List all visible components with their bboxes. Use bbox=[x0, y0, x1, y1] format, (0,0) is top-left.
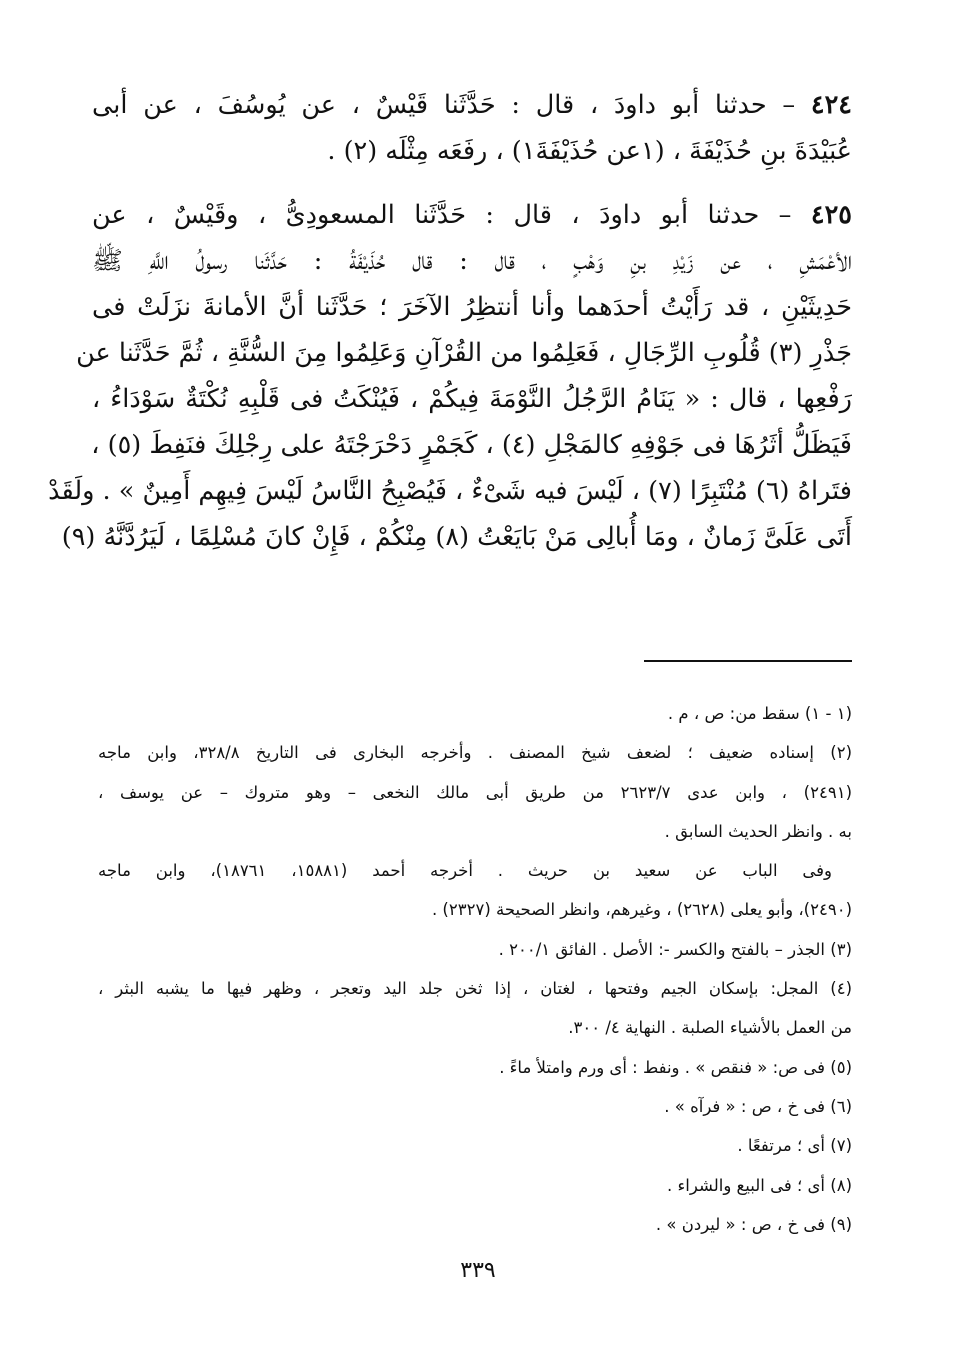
hadith-425-line-3: حَدِيثَيْنِ ، قد رَأَيْتُ أحدَهما وأنا أنتظِرُ الآخَرَ ؛ حَدَّثَنا أنَّ الأمانةَ نزَلَتْ فى bbox=[92, 292, 852, 322]
footnote-line: (٨) أى ؛ فى البيع والشراء . bbox=[667, 1175, 852, 1195]
hadith-425-line-7: فتَراهُ (٦) مُنْتَبِرًا (٧) ، لَيْسَ فيه شَىْءٌ ، فَيُصْبِحُ النَّاسُ لَيْسَ فِيهِم أَمِينٌ » . ولَقَدْ bbox=[48, 476, 852, 506]
footnote-line: من العمل بالأشياء الصلبة . النهاية ٤/ ٣٠٠. bbox=[568, 1018, 852, 1038]
hadith-425-line-4: جَذْرِ (٣) قُلُوبِ الرِّجَالِ ، فَعَلِمُوا من القُرْآنِ وَعَلِمُوا مِنَ السُّنَّةِ ، ثُمَّ حَدَّثَنا عن bbox=[76, 338, 852, 368]
footnote-line: (٦) فى خ ، ص : « فرآه » . bbox=[664, 1096, 852, 1116]
footnotes bbox=[98, 694, 852, 1244]
footnote-line: به . وانظر الحديث السابق . bbox=[664, 821, 852, 841]
footnote-line: (٤) المجل: بإسكان الجيم وفتحها ، لغتان ، إذا ثخن جلد اليد وتعجر ، وظهر فيها ما يشبه البثر ، bbox=[98, 979, 852, 999]
footnote-line: (٣) الجذر – بالفتح والكسر -: الأصل . الفائق ٢٠٠/١ . bbox=[498, 939, 852, 959]
hadith-425-line-5: رَفْعِها ، قال : « يَنَامُ الرَّجُلُ النَّوْمَةَ فِيكُمْ ، فَيُنْكَتُ فى قَلْبِهِ نُكْتَةٌ سَوْدَاءُ ، bbox=[92, 384, 852, 414]
hadith-424-line-2: عُبَيْدَةَ بنِ حُذَيْفَةَ ، (١عن حُذَيْفَةَ١) ، رفَعَه مِثْلَه (٢) . bbox=[327, 136, 852, 166]
hadith-425-line-2: الأعْمَشِ ، عن زَيْدِ بنِ وَهْبٍ ، قال : قال حُذَيْفَةُ : حَدَّثَنا رسولُ اللَّهِ ﷺ bbox=[92, 246, 852, 276]
footnote-line: (٧) أى ؛ مرتفعًا . bbox=[737, 1136, 852, 1156]
footnote-line: (٩) فى خ ، ص : « ليردن » . bbox=[655, 1214, 852, 1234]
page-number: ٣٣٩ bbox=[460, 1258, 496, 1283]
footnote-line: (٥) فى ص: « فنقص » . ونفط : أى ورم وامتلأ ماءً . bbox=[499, 1057, 852, 1077]
hadith-number: ٤٢٥ bbox=[810, 200, 852, 230]
hadith-425-line-1: ٤٢٥ – حدثنا أبو داودَ ، قال : حَدَّثَنا المسعودِىُّ ، وقَيْسٌ ، عن bbox=[92, 200, 852, 230]
footnote-line: (١ - ١) سقط من: ص ، م . bbox=[667, 704, 852, 723]
hadith-425-line-6: فَيَظَلُّ أثَرُهَا فى جَوْفِهِ كالمَجْلِ (٤) ، كَجَمْرٍ دَحْرَجْتَهُ على رِجْلِكَ فنَفِطَ (٥) ، bbox=[91, 430, 852, 460]
footnote-line: (٢) إسناده ضعيف ؛ لضعف شيخ المصنف . وأخرجه البخارى فى التاريخ ٣٢٨/٨، وابن ماجه bbox=[98, 743, 852, 763]
footnote-line: (٢٤٩١) ، وابن عدى ٢٦٢٣/٧ من طريق أبى مالك النخعى – وهو متروك – عن يوسف ، bbox=[98, 782, 852, 802]
footnote-line: وفى الباب عن سعيد بن حريث . أخرجه أحمد (١٥٨٨١، ١٨٧٦١)، وابن ماجه bbox=[98, 861, 832, 881]
footnote-separator bbox=[644, 660, 852, 662]
footnote-line: (٢٤٩٠)، وأبو يعلى (٢٦٢٨) ، وغيرهم، وانظر الصحيحة (٢٣٢٧) . bbox=[431, 900, 852, 920]
hadith-424-line-1: ٤٢٤ – حدثنا أبو داودَ ، قال : حَدَّثَنا قَيْسٌ ، عن يُوسُفَ ، عن أبى bbox=[92, 90, 852, 120]
hadith-425-line-8: أَتَى عَلَىَّ زَمانٌ ، ومَا أُبالِى مَنْ بَايَعْتُ (٨) مِنْكُمْ ، فَإِنْ كانَ مُسْلِمًا ، لَيَرُدَّنَّهُ (٩) bbox=[61, 522, 852, 552]
hadith-number: ٤٢٤ bbox=[810, 90, 852, 120]
main-text bbox=[48, 82, 852, 560]
